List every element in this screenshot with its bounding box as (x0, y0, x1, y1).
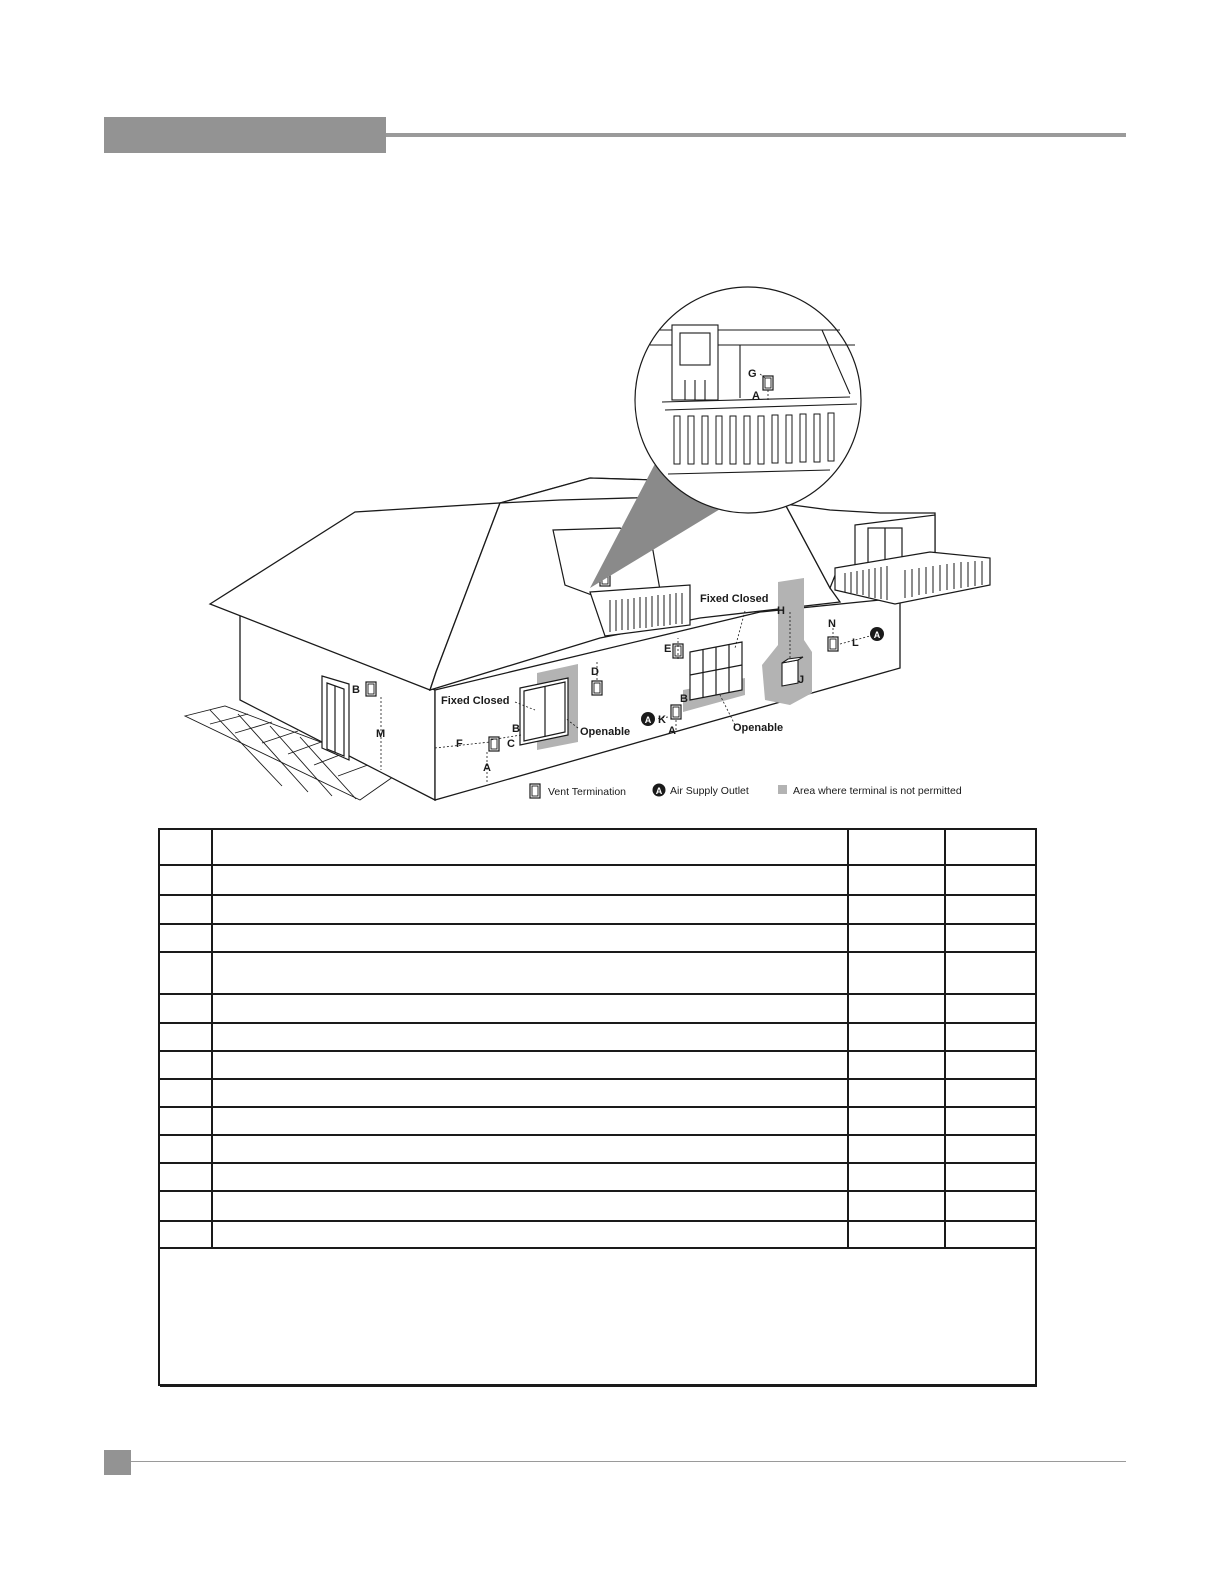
table-row (160, 1221, 1037, 1248)
table-row (160, 1107, 1037, 1135)
label-M: M (376, 728, 386, 740)
label-G: G (748, 368, 757, 380)
legend-not-permitted-area: Area where terminal is not permitted (793, 785, 962, 797)
table-cell (212, 1191, 848, 1221)
table-cell (160, 895, 212, 924)
table-cell (945, 865, 1037, 895)
table-cell (160, 1191, 212, 1221)
table-cell (212, 1163, 848, 1191)
section-header-rule (386, 133, 1126, 137)
table-cell (160, 924, 212, 952)
table-cell (945, 895, 1037, 924)
label-F: F (456, 738, 463, 750)
label-B-center: B (680, 693, 688, 705)
label-J: J (798, 674, 805, 686)
label-A-left: A (483, 762, 491, 774)
label-H: H (777, 605, 785, 617)
label-L: L (852, 637, 859, 649)
table-cell (160, 1107, 212, 1135)
label-fixed-closed-upper: Fixed Closed (700, 593, 769, 605)
table-cell (848, 1079, 945, 1107)
table-cell (212, 924, 848, 952)
svg-text:A: A (644, 715, 652, 725)
table-row (160, 1023, 1037, 1051)
footer-rule (131, 1461, 1126, 1462)
table-cell (212, 1051, 848, 1079)
table-row (160, 1135, 1037, 1163)
table-cell (848, 895, 945, 924)
table-header-cell (848, 830, 945, 865)
clearance-table (158, 828, 1037, 1386)
table-cell (848, 1221, 945, 1248)
table-header-cell (160, 830, 212, 865)
air-supply-outlet-icon (653, 784, 666, 797)
vent-clearance-illustration (180, 285, 1000, 820)
svg-text:A: A (655, 786, 663, 796)
table-cell (945, 994, 1037, 1023)
table-notes (160, 1248, 1037, 1386)
table-cell (945, 1135, 1037, 1163)
label-fixed-closed-left: Fixed Closed (441, 695, 510, 707)
table-row (160, 1051, 1037, 1079)
page-number-block (104, 1450, 131, 1475)
table-cell (848, 924, 945, 952)
table-cell (160, 1079, 212, 1107)
label-C: C (507, 738, 515, 750)
table-cell (212, 1135, 848, 1163)
label-A-zoom: A (752, 390, 760, 402)
label-A-center: A (668, 725, 676, 737)
table-row (160, 1191, 1037, 1221)
table-cell (848, 952, 945, 994)
label-openable-center: Openable (733, 722, 784, 734)
table-cell (848, 1135, 945, 1163)
restricted-area-swatch (778, 785, 787, 794)
table-cell (945, 1221, 1037, 1248)
table-cell (212, 865, 848, 895)
table-header-cell (945, 830, 1037, 865)
left-door (322, 676, 349, 760)
table-cell (945, 1023, 1037, 1051)
table-cell (945, 924, 1037, 952)
table-cell (848, 994, 945, 1023)
table-row (160, 865, 1037, 895)
table-row (160, 895, 1037, 924)
table-cell (212, 952, 848, 994)
table-cell (160, 994, 212, 1023)
label-K: K (658, 714, 666, 726)
table-cell (212, 994, 848, 1023)
table-cell (848, 865, 945, 895)
legend-air-supply-outlet: Air Supply Outlet (670, 785, 749, 797)
left-sliding-door (520, 678, 568, 745)
label-B-left: B (512, 723, 520, 735)
table-cell (160, 1135, 212, 1163)
table-cell (212, 1107, 848, 1135)
label-openable-left: Openable (580, 726, 631, 738)
table-row (160, 924, 1037, 952)
table-header-row (160, 830, 1037, 865)
table-cell (945, 1163, 1037, 1191)
svg-text:A: A (873, 630, 881, 640)
table-cell (160, 1023, 212, 1051)
table-cell (945, 1051, 1037, 1079)
table-cell (212, 1221, 848, 1248)
table-row (160, 952, 1037, 994)
label-E: E (664, 643, 672, 655)
center-window (690, 642, 742, 700)
table-header-cell (212, 830, 848, 865)
section-header-tab (104, 117, 386, 153)
right-balcony (835, 515, 990, 604)
table-cell (160, 865, 212, 895)
table-notes-row (160, 1248, 1037, 1386)
legend (530, 784, 962, 799)
table-row (160, 1163, 1037, 1191)
table-cell (160, 1051, 212, 1079)
table-cell (945, 1107, 1037, 1135)
table-cell (212, 1079, 848, 1107)
table-cell (160, 952, 212, 994)
table-cell (848, 1163, 945, 1191)
label-B-door: B (352, 684, 360, 696)
vent-termination-icon (530, 784, 540, 798)
table-cell (848, 1023, 945, 1051)
table-cell (848, 1107, 945, 1135)
table-cell (848, 1191, 945, 1221)
table-cell (160, 1163, 212, 1191)
table-cell (212, 895, 848, 924)
table-cell (160, 1221, 212, 1248)
table-cell (848, 1051, 945, 1079)
table-cell (945, 1191, 1037, 1221)
label-D: D (591, 666, 599, 678)
legend-vent-termination: Vent Termination (548, 786, 627, 798)
table-row (160, 1079, 1037, 1107)
label-N: N (828, 618, 836, 630)
table-row (160, 994, 1037, 1023)
table-cell (945, 1079, 1037, 1107)
table-cell (212, 1023, 848, 1051)
table-cell (945, 952, 1037, 994)
